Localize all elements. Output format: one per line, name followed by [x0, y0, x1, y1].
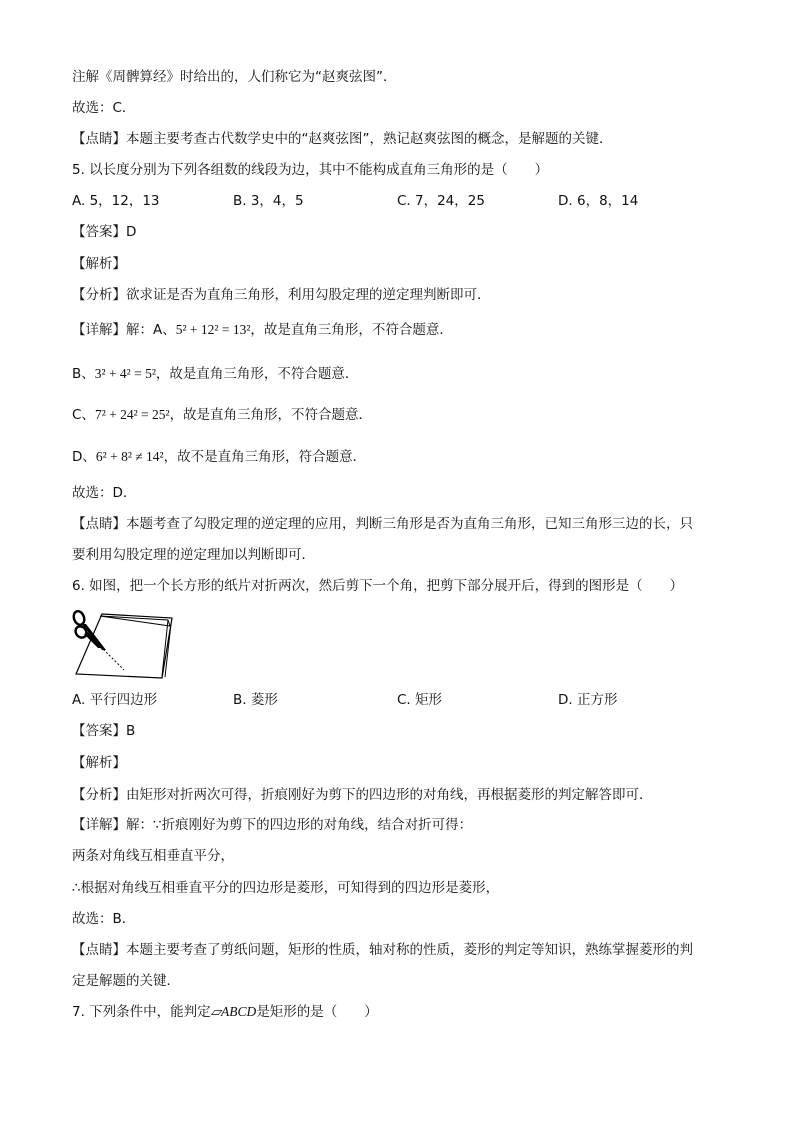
detail-5-a: 【详解】解：A、5² + 12² = 13²，故是直角三角形，不符合题意． — [72, 322, 453, 338]
fenxi-5: 【分析】欲求证是否为直角三角形，利用勾股定理的逆定理判断即可． — [72, 287, 491, 303]
text-line: 注解《周髀算经》时给出的，人们称它为“赵爽弦图”． — [72, 69, 397, 85]
text-line: 【点睛】本题主要考查古代数学史中的“赵爽弦图”，熟记赵爽弦图的概念，是解题的关键． — [72, 131, 613, 147]
option-a: A. 平行四边形 — [72, 692, 158, 708]
option-c: C. 7，24，25 — [397, 193, 485, 209]
choice-5: 故选：D． — [72, 485, 137, 501]
equation: 3² + 4² = 5² — [94, 366, 156, 381]
question-6: 6. 如图，把一个长方形的纸片对折两次，然后剪下一个角，把剪下部分展开后，得到的图形是（ ） — [72, 578, 684, 594]
choice-6: 故选：B． — [72, 911, 136, 927]
answer-6: 【答案】B — [72, 723, 136, 739]
fenxi-6: 【分析】由矩形对折两次可得，折痕刚好为剪下的四边形的对角线，再根据菱形的判定解答即可． — [72, 787, 653, 803]
detail-6: 【详解】解：∵折痕刚好为剪下的四边形的对角线，结合对折可得： — [72, 817, 473, 833]
option-b: B. 菱形 — [233, 692, 278, 708]
equation: 5² + 12² = 13² — [175, 322, 251, 337]
equation: 7² + 24² = 25² — [94, 407, 170, 422]
detail-5-c: C、7² + 24² = 25²，故是直角三角形，不符合题意． — [72, 407, 373, 423]
option-d: D. 6，8，14 — [558, 193, 639, 209]
question-5-options — [72, 191, 712, 211]
detail-6-line3: ∴根据对角线互相垂直平分的四边形是菱形，可知得到的四边形是菱形， — [72, 880, 500, 896]
analysis-header-5: 【解析】 — [72, 256, 126, 272]
analysis-header-6: 【解析】 — [72, 755, 126, 771]
detail-5-b: B、3² + 4² = 5²，故是直角三角形，不符合题意． — [72, 366, 359, 382]
question-7: 7. 下列条件中，能判定▱ABCD是矩形的是（ ） — [72, 1004, 378, 1020]
question-6-options — [72, 690, 712, 710]
text-line: 故选：C． — [72, 100, 136, 116]
detail-6-line2: 两条对角线互相垂直平分， — [72, 848, 234, 864]
option-d: D. 正方形 — [558, 692, 618, 708]
equation: 6² + 8² ≠ 14² — [95, 449, 164, 464]
question-5: 5. 以长度分别为下列各组数的线段为边，其中不能构成直角三角形的是（ ） — [72, 162, 549, 178]
comment-6-line1: 【点睛】本题主要考查了剪纸问题，矩形的性质，轴对称的性质，菱形的判定等知识，熟练掌握菱形的判 — [72, 942, 693, 958]
comment-6-line2: 定是解题的关键． — [72, 973, 180, 989]
option-b: B. 3，4，5 — [233, 193, 304, 209]
scissors-paper-icon — [72, 606, 176, 680]
comment-5-line2: 要利用勾股定理的逆定理加以判断即可． — [72, 547, 315, 563]
answer-5: 【答案】D — [72, 224, 137, 240]
option-a: A. 5，12，13 — [72, 193, 160, 209]
detail-5-d: D、6² + 8² ≠ 14²，故不是直角三角形，符合题意． — [72, 449, 367, 465]
parallelogram-symbol: ▱ABCD — [210, 1004, 257, 1019]
option-c: C. 矩形 — [397, 692, 443, 708]
comment-5-line1: 【点睛】本题考查了勾股定理的逆定理的应用，判断三角形是否为直角三角形，已知三角形三边的长，只 — [72, 516, 693, 532]
